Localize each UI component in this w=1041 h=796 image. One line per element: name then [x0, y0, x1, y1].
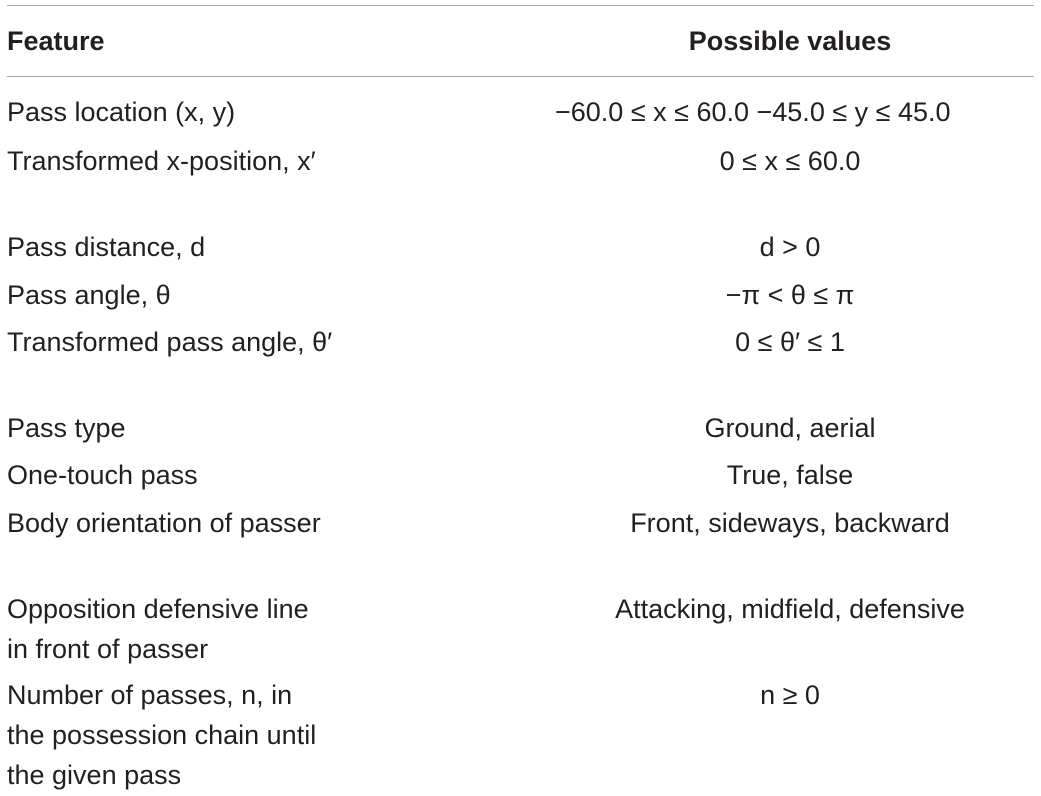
header-rule	[7, 76, 1034, 77]
row-value-defensive-line: Attacking, midfield, defensive	[615, 594, 965, 624]
row-feature-transformed-x: Transformed x-position, x′	[7, 146, 316, 176]
row-value-one-touch: True, false	[726, 460, 854, 490]
row-feature-defensive-line: Opposition defensive line in front of passer	[7, 594, 309, 664]
row-value-body-orientation: Front, sideways, backward	[630, 508, 950, 538]
row-feature-pass-distance: Pass distance, d	[7, 232, 206, 262]
row-value-pass-location: −60.0 ≤ x ≤ 60.0 −45.0 ≤ y ≤ 45.0	[555, 97, 951, 127]
row-value-pass-distance: d > 0	[759, 232, 821, 262]
row-feature-body-orientation: Body orientation of passer	[7, 508, 321, 538]
row-feature-number-of-passes: Number of passes, n, in the possession chain until the given pass	[7, 680, 317, 790]
header-possible-values: Possible values	[688, 26, 892, 56]
row-feature-transformed-angle: Transformed pass angle, θ′	[7, 327, 333, 357]
row-feature-pass-type: Pass type	[7, 413, 126, 443]
header-feature: Feature	[7, 26, 105, 56]
row-value-pass-type: Ground, aerial	[704, 413, 876, 443]
row-feature-one-touch: One-touch pass	[7, 460, 198, 490]
row-value-transformed-angle: 0 ≤ θ′ ≤ 1	[735, 327, 845, 357]
row-feature-pass-angle: Pass angle, θ	[7, 280, 171, 310]
top-rule	[7, 5, 1034, 6]
row-value-number-of-passes: n ≥ 0	[760, 680, 820, 710]
row-value-pass-angle: −π < θ ≤ π	[725, 280, 855, 310]
row-value-transformed-x: 0 ≤ x ≤ 60.0	[719, 146, 861, 176]
row-feature-pass-location: Pass location (x, y)	[7, 97, 236, 127]
